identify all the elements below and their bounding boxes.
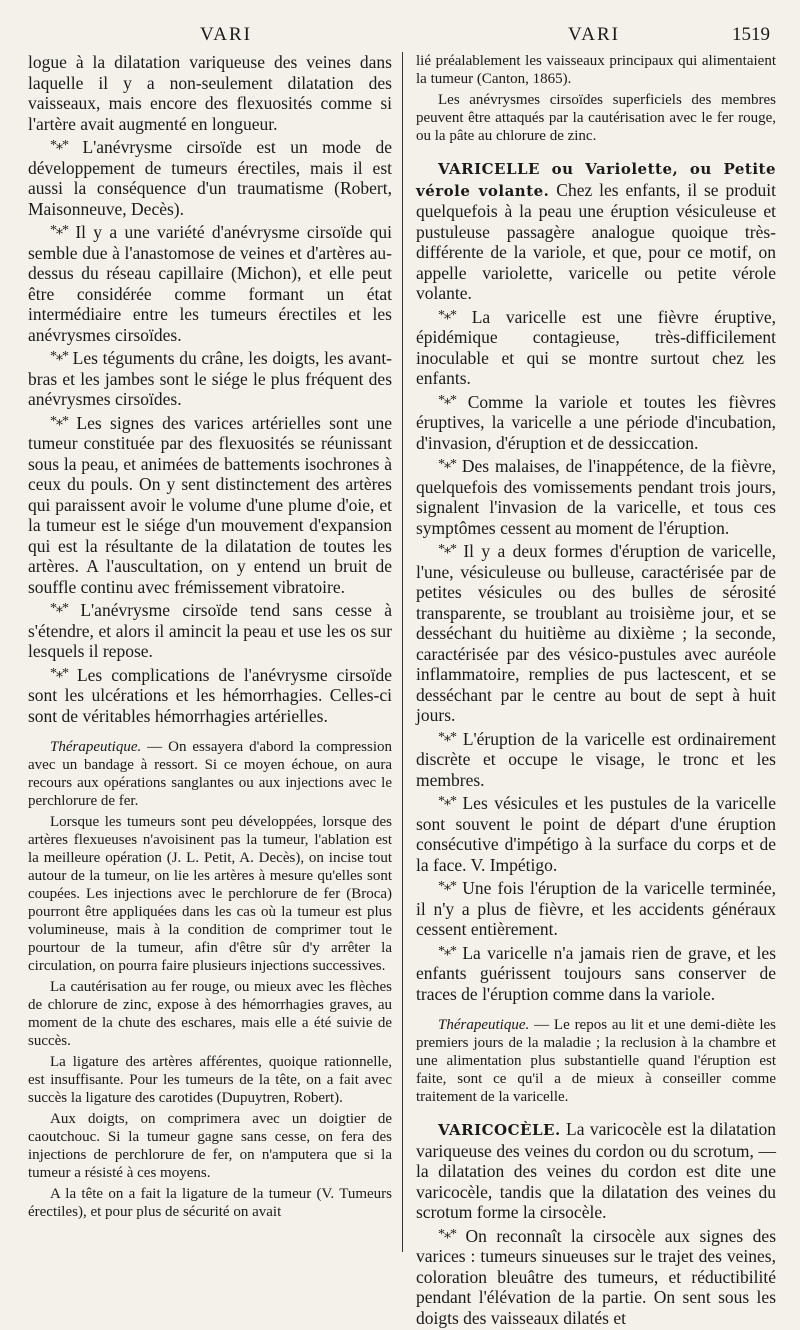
paragraph: *⁎* La varicelle n'a jamais rien de grave, et les enfants guérissent toujours sans conserver de traces de l'éruption comme dans la variole. xyxy=(416,942,776,1004)
paragraph: *⁎* Les signes des varices artérielles sont une tumeur constituée par des flexuosités se réunissant sous la peau, et animées de battements isochrones à ceux du pouls. On y sent distinctement des artères qui paraissent avoir le volume d'une plume d'oie, et la tumeur est le siége d'un mouvement d'expansion qui est la résultante de la dilatation de toutes les artères. A l'auscultation, on y entend un bruit de souffle continu avec frémissement vibratoire. xyxy=(28,412,393,597)
therapeutique-label: Thérapeutique. xyxy=(50,739,142,755)
paragraph: *⁎* On reconnaît la cirsocèle aux signes des varices : tumeurs sinueuses sur le trajet des veines, coloration bleuâtre des tumeurs, et réductibilité pendant l'élévation de la partie. On sent sous les doigts des vaisseaux dilatés et xyxy=(416,1225,776,1328)
asterism-icon: *⁎* xyxy=(50,138,68,153)
asterism-icon: *⁎* xyxy=(438,943,456,959)
small-paragraph: Les anévrysmes cirsoïdes superficiels des membres peuvent être attaqués par la cautérisation avec le fer rouge, ou la pâte au chlorure de zinc. xyxy=(416,92,776,144)
paragraph: *⁎* La varicelle est une fièvre éruptive, épidémique contagieuse, très-difficilement inoculable et qui se montre surtout chez les enfants. xyxy=(416,306,776,388)
small-paragraph: La cautérisation au fer rouge, ou mieux avec les flèches de chlorure de zinc, expose à des hémorrhagies graves, au moment de la chute des eschares, mais elle a été suivie de succès. xyxy=(28,979,392,1049)
paragraph: *⁎* Les vésicules et les pustules de la varicelle sont souvent le point de départ d'une éruption consécutive d'impétigo à la surface du corps et de la face. V. Impétigo. xyxy=(416,793,777,875)
asterism-icon: *⁎* xyxy=(50,665,68,681)
therapeutique-paragraph: Thérapeutique. — On essayera d'abord la compression avec un bandage à ressort. Si ce moyen échoue, on aura recours aux opérations sanglantes ou aux injections avec le perchlorure de fer. xyxy=(28,739,392,809)
paragraph: *⁎* L'éruption de la varicelle est ordinairement discrète et occupe le visage, le tronc et les membres. xyxy=(416,728,776,790)
asterism-icon: *⁎* xyxy=(50,413,68,429)
entry-heading-varicelle: VARICELLE ou Variolette, ou Petite vérole volante. xyxy=(416,160,776,200)
asterism-icon: *⁎* xyxy=(438,879,456,894)
therapeutique-label: Thérapeutique. xyxy=(438,1017,530,1033)
paragraph: *⁎* L'anévrysme cirsoïde est un mode de développement de tumeurs érectiles, mais il est aussi la conséquence d'un traumatisme (Robert, Maisonneuve, Decès). xyxy=(28,137,392,219)
paragraph: *⁎* Une fois l'éruption de la varicelle terminée, il n'y a plus de fièvre, et les accidents généraux cessent entièrement. xyxy=(416,878,776,939)
paragraph: *⁎* Les téguments du crâne, les doigts, les avant-bras et les jambes sont le siége le plus fréquent des anévrysmes cirsoïdes. xyxy=(28,348,393,409)
entry-heading-varicocele: VARICOCÈLE. xyxy=(438,1121,561,1139)
running-header-left: VARI xyxy=(200,24,252,45)
small-paragraph: Lorsque les tumeurs sont peu développées, lorsque des artères flexueuses n'avoisinent pas la tumeur, l'ablation est la meilleure opération (J. L. Petit, A. Decès), on incise tout autour de la tumeur, on lie les artères à mesure qu'elles sont coupées. Les injections avec le perchlorure de fer (Broca) pourront être appliquées dans les cas où la tumeur est plus volumineuse, mais à la condition de comprimer tout le pourtour de la tumeur, afin d'être sûr d'y arrêter la circulation, on pourra faire plusieurs injections successives. xyxy=(28,814,392,974)
asterism-icon: *⁎* xyxy=(438,1226,456,1242)
small-paragraph: La ligature des artères afférentes, quoique rationnelle, est insuffisante. Pour les tumeurs de la tête, on a fait avec succès la ligature des carotides (Dupuytren, Robert). xyxy=(28,1054,392,1106)
asterism-icon: *⁎* xyxy=(438,794,456,809)
paragraph: *⁎* Des malaises, de l'inappétence, de la fièvre, quelquefois des vomissements pendant trois jours, signalent l'invasion de la varicelle, et tous ces symptômes cessent au moment de l'éruption. xyxy=(416,456,776,538)
asterism-icon: *⁎* xyxy=(438,542,456,557)
small-paragraph: A la tête on a fait la ligature de la tumeur (V. Tumeurs érectiles), et pour plus de sécurité on avait xyxy=(28,1186,392,1220)
asterism-icon: *⁎* xyxy=(438,729,456,745)
small-paragraph: Aux doigts, on comprimera avec un doigtier de caoutchouc. Si la tumeur gagne sans cesse, on fera des injections de perchlorure de fer, on n'amputera que si la tumeur a résisté à ces moyens. xyxy=(28,1111,392,1181)
varicocele-entry: VARICOCÈLE. La varicocèle est la dilatation variqueuse des veines du cordon ou du scrotum, — la dilatation des veines du cordon est dite une varicocèle, tandis que la dilatation des veines du scrotum forme la cirsocèle. xyxy=(416,1119,776,1222)
varicelle-entry: VARICELLE ou Variolette, ou Petite vérole volante. Chez les enfants, il se produit quelquefois à la peau une éruption vésiculeuse et pustuleuse passagère analogue quoique très-différente de la variole, et que, pour ce motif, on appelle variolette, varicelle ou petite vérole volante. xyxy=(416,160,776,303)
asterism-icon: *⁎* xyxy=(50,223,68,238)
column-divider xyxy=(402,52,403,1252)
left-column xyxy=(28,52,392,1224)
small-paragraph: lié préalablement les vaisseaux principaux qui alimentaient la tumeur (Canton, 1865). xyxy=(416,53,776,87)
paragraph: logue à la dilatation variqueuse des veines dans laquelle il y a non-seulement dilatation des vaisseaux, mais encore des flexuosités comme si l'artère avait augmenté en longueur. xyxy=(28,52,392,134)
paragraph: *⁎* L'anévrysme cirsoïde tend sans cesse à s'étendre, et alors il amincit la peau et use les os sur lesquels il repose. xyxy=(28,600,393,661)
page-number: 1519 xyxy=(732,24,770,45)
paragraph: *⁎* Il y a deux formes d'éruption de varicelle, l'une, vésiculeuse ou bulleuse, caractérisée par de petites vésicules ou des bulles de sérosité transparente, se troublant au troisième jour, et se desséchant du huitième au dixième ; la seconde, caractérisée par des vésico-pustules avec auréole inflammatoire, remplies de pus lactescent, et se desséchant par le centre au bout de sept à huit jours. xyxy=(416,541,777,725)
asterism-icon: *⁎* xyxy=(438,392,456,408)
right-column xyxy=(416,52,776,1330)
running-header-right: VARI xyxy=(568,24,620,45)
asterism-icon: *⁎* xyxy=(50,349,68,364)
paragraph: *⁎* Il y a une variété d'anévrysme cirsoïde qui semble due à l'anastomose de veines et d'artères au-dessus du réseau capillaire (Michon), et elle peut être considérée comme formant un état intermédiaire entre les tumeurs érectiles et les anévrysmes cirsoïdes. xyxy=(28,222,393,345)
paragraph: *⁎* Comme la variole et toutes les fièvres éruptives, la varicelle a une période d'incubation, d'invasion, d'éruption et de dessiccation. xyxy=(416,391,776,453)
therapeutique-paragraph: Thérapeutique. — Le repos au lit et une demi-diète les premiers jours de la maladie ; la reclusion à la chambre et une alimentation plus substantielle quand l'éruption est faite, sont ce qu'il a de mieux à conseiller comme traitement de la varicelle. xyxy=(416,1017,776,1105)
asterism-icon: *⁎* xyxy=(50,601,68,616)
paragraph: *⁎* Les complications de l'anévrysme cirsoïde sont les ulcérations et les hémorrhagies. Celles-ci sont de véritables hémorrhagies artérielles. xyxy=(28,664,393,726)
asterism-icon: *⁎* xyxy=(438,457,456,472)
asterism-icon: *⁎* xyxy=(438,307,456,323)
